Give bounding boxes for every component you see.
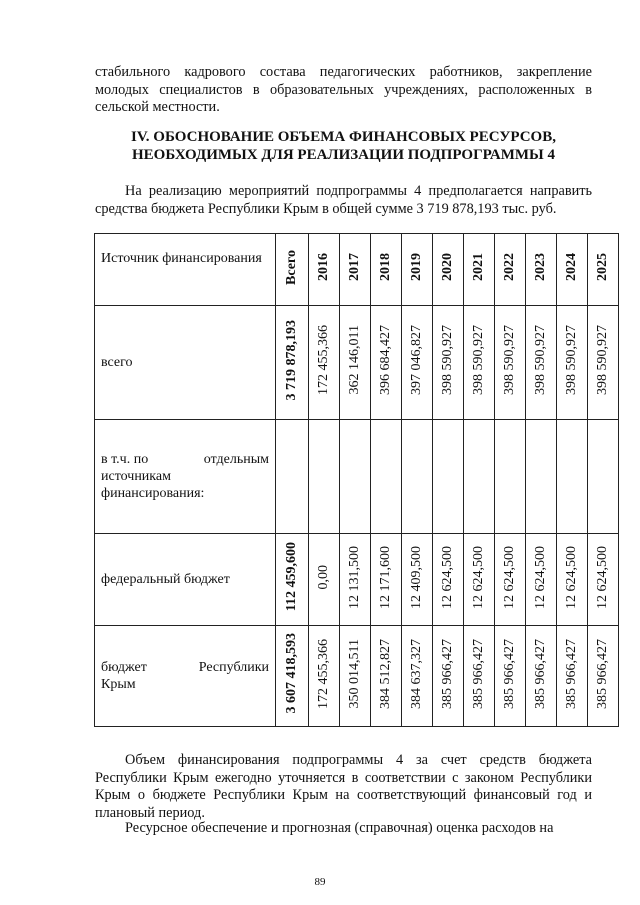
- row-label: федеральный бюджет: [95, 534, 276, 626]
- header-year: 2020: [433, 234, 464, 306]
- row-value: 384 637,327: [402, 626, 433, 727]
- header-year: 2023: [526, 234, 557, 306]
- row-value: 12 131,500: [340, 534, 371, 626]
- row-empty-cell: [371, 420, 402, 534]
- resource-paragraph: Ресурсное обеспечение и прогнозная (справочная) оценка расходов на: [125, 820, 554, 836]
- row-value: 0,00: [309, 534, 340, 626]
- row-total: 3 719 878,193: [276, 306, 309, 420]
- row-empty-cell: [526, 420, 557, 534]
- row-empty-cell: [433, 420, 464, 534]
- table-header-row: [95, 234, 619, 306]
- row-value: 398 590,927: [526, 306, 557, 420]
- heading-line-2: НЕОБХОДИМЫХ ДЛЯ РЕАЛИЗАЦИИ ПОДПРОГРАММЫ 4: [132, 147, 555, 163]
- row-value: 385 966,427: [557, 626, 588, 727]
- row-value: 398 590,927: [464, 306, 495, 420]
- row-value: 398 590,927: [588, 306, 619, 420]
- page-number: 89: [314, 876, 326, 888]
- row-label: бюджет Республики Крым: [95, 626, 276, 727]
- row-value: 385 966,427: [495, 626, 526, 727]
- row-value: 12 624,500: [495, 534, 526, 626]
- row-value: 396 684,427: [371, 306, 402, 420]
- row-empty-cell: [464, 420, 495, 534]
- financing-table: [94, 233, 619, 727]
- header-year: 2025: [588, 234, 619, 306]
- row-value: 385 966,427: [526, 626, 557, 727]
- row-value: 12 624,500: [464, 534, 495, 626]
- row-value: 362 146,011: [340, 306, 371, 420]
- row-value: 397 046,827: [402, 306, 433, 420]
- row-value: 398 590,927: [433, 306, 464, 420]
- row-value: 12 409,500: [402, 534, 433, 626]
- header-source: Источник финансирования: [95, 234, 276, 306]
- row-empty-cell: [402, 420, 433, 534]
- header-year: 2019: [402, 234, 433, 306]
- table-row: [95, 420, 619, 534]
- funding-adjustment-paragraph: Объем финансирования подпрограммы 4 за счет средств бюджета Республики Крым ежегодно уточняется в соответствии с законом Республики Крым о бюджете Республики Крым на соответствующий финансовый год и плановый период.: [95, 752, 592, 821]
- header-year: 2021: [464, 234, 495, 306]
- row-value: 385 966,427: [433, 626, 464, 727]
- table-row: [95, 306, 619, 420]
- row-value: 172 455,366: [309, 306, 340, 420]
- row-empty-cell: [588, 420, 619, 534]
- row-empty-cell: [276, 420, 309, 534]
- header-year: 2016: [309, 234, 340, 306]
- row-empty-cell: [557, 420, 588, 534]
- row-value: 384 512,827: [371, 626, 402, 727]
- row-value: 350 014,511: [340, 626, 371, 727]
- row-value: 385 966,427: [588, 626, 619, 727]
- row-empty-cell: [309, 420, 340, 534]
- row-value: 12 171,600: [371, 534, 402, 626]
- row-value: 12 624,500: [588, 534, 619, 626]
- row-empty-cell: [340, 420, 371, 534]
- intro-paragraph: стабильного кадрового состава педагогических работников, закрепление молодых специалистов в образовательных учреждениях, расположенных в сельской местности.: [95, 64, 592, 116]
- row-label: всего: [95, 306, 276, 420]
- heading-line-1: IV. ОБОСНОВАНИЕ ОБЪЕМА ФИНАНСОВЫХ РЕСУРСОВ,: [131, 129, 556, 145]
- row-value: 398 590,927: [557, 306, 588, 420]
- section-heading: [95, 128, 592, 164]
- row-empty-cell: [495, 420, 526, 534]
- row-total: 3 607 418,593: [276, 626, 309, 727]
- row-value: 172 455,366: [309, 626, 340, 727]
- row-total: 112 459,600: [276, 534, 309, 626]
- header-year: 2022: [495, 234, 526, 306]
- header-total: Всего: [276, 234, 309, 306]
- row-value: 12 624,500: [433, 534, 464, 626]
- row-label: в т.ч. по отдельным источникам финансирования:: [95, 420, 276, 534]
- budget-paragraph: На реализацию мероприятий подпрограммы 4 предполагается направить средства бюджета Республики Крым в общей сумме 3 719 878,193 тыс. руб.: [95, 183, 592, 217]
- row-value: 398 590,927: [495, 306, 526, 420]
- row-value: 12 624,500: [526, 534, 557, 626]
- table-row: [95, 626, 619, 727]
- table-row: [95, 534, 619, 626]
- row-value: 12 624,500: [557, 534, 588, 626]
- header-year: 2018: [371, 234, 402, 306]
- header-year: 2024: [557, 234, 588, 306]
- row-value: 385 966,427: [464, 626, 495, 727]
- header-year: 2017: [340, 234, 371, 306]
